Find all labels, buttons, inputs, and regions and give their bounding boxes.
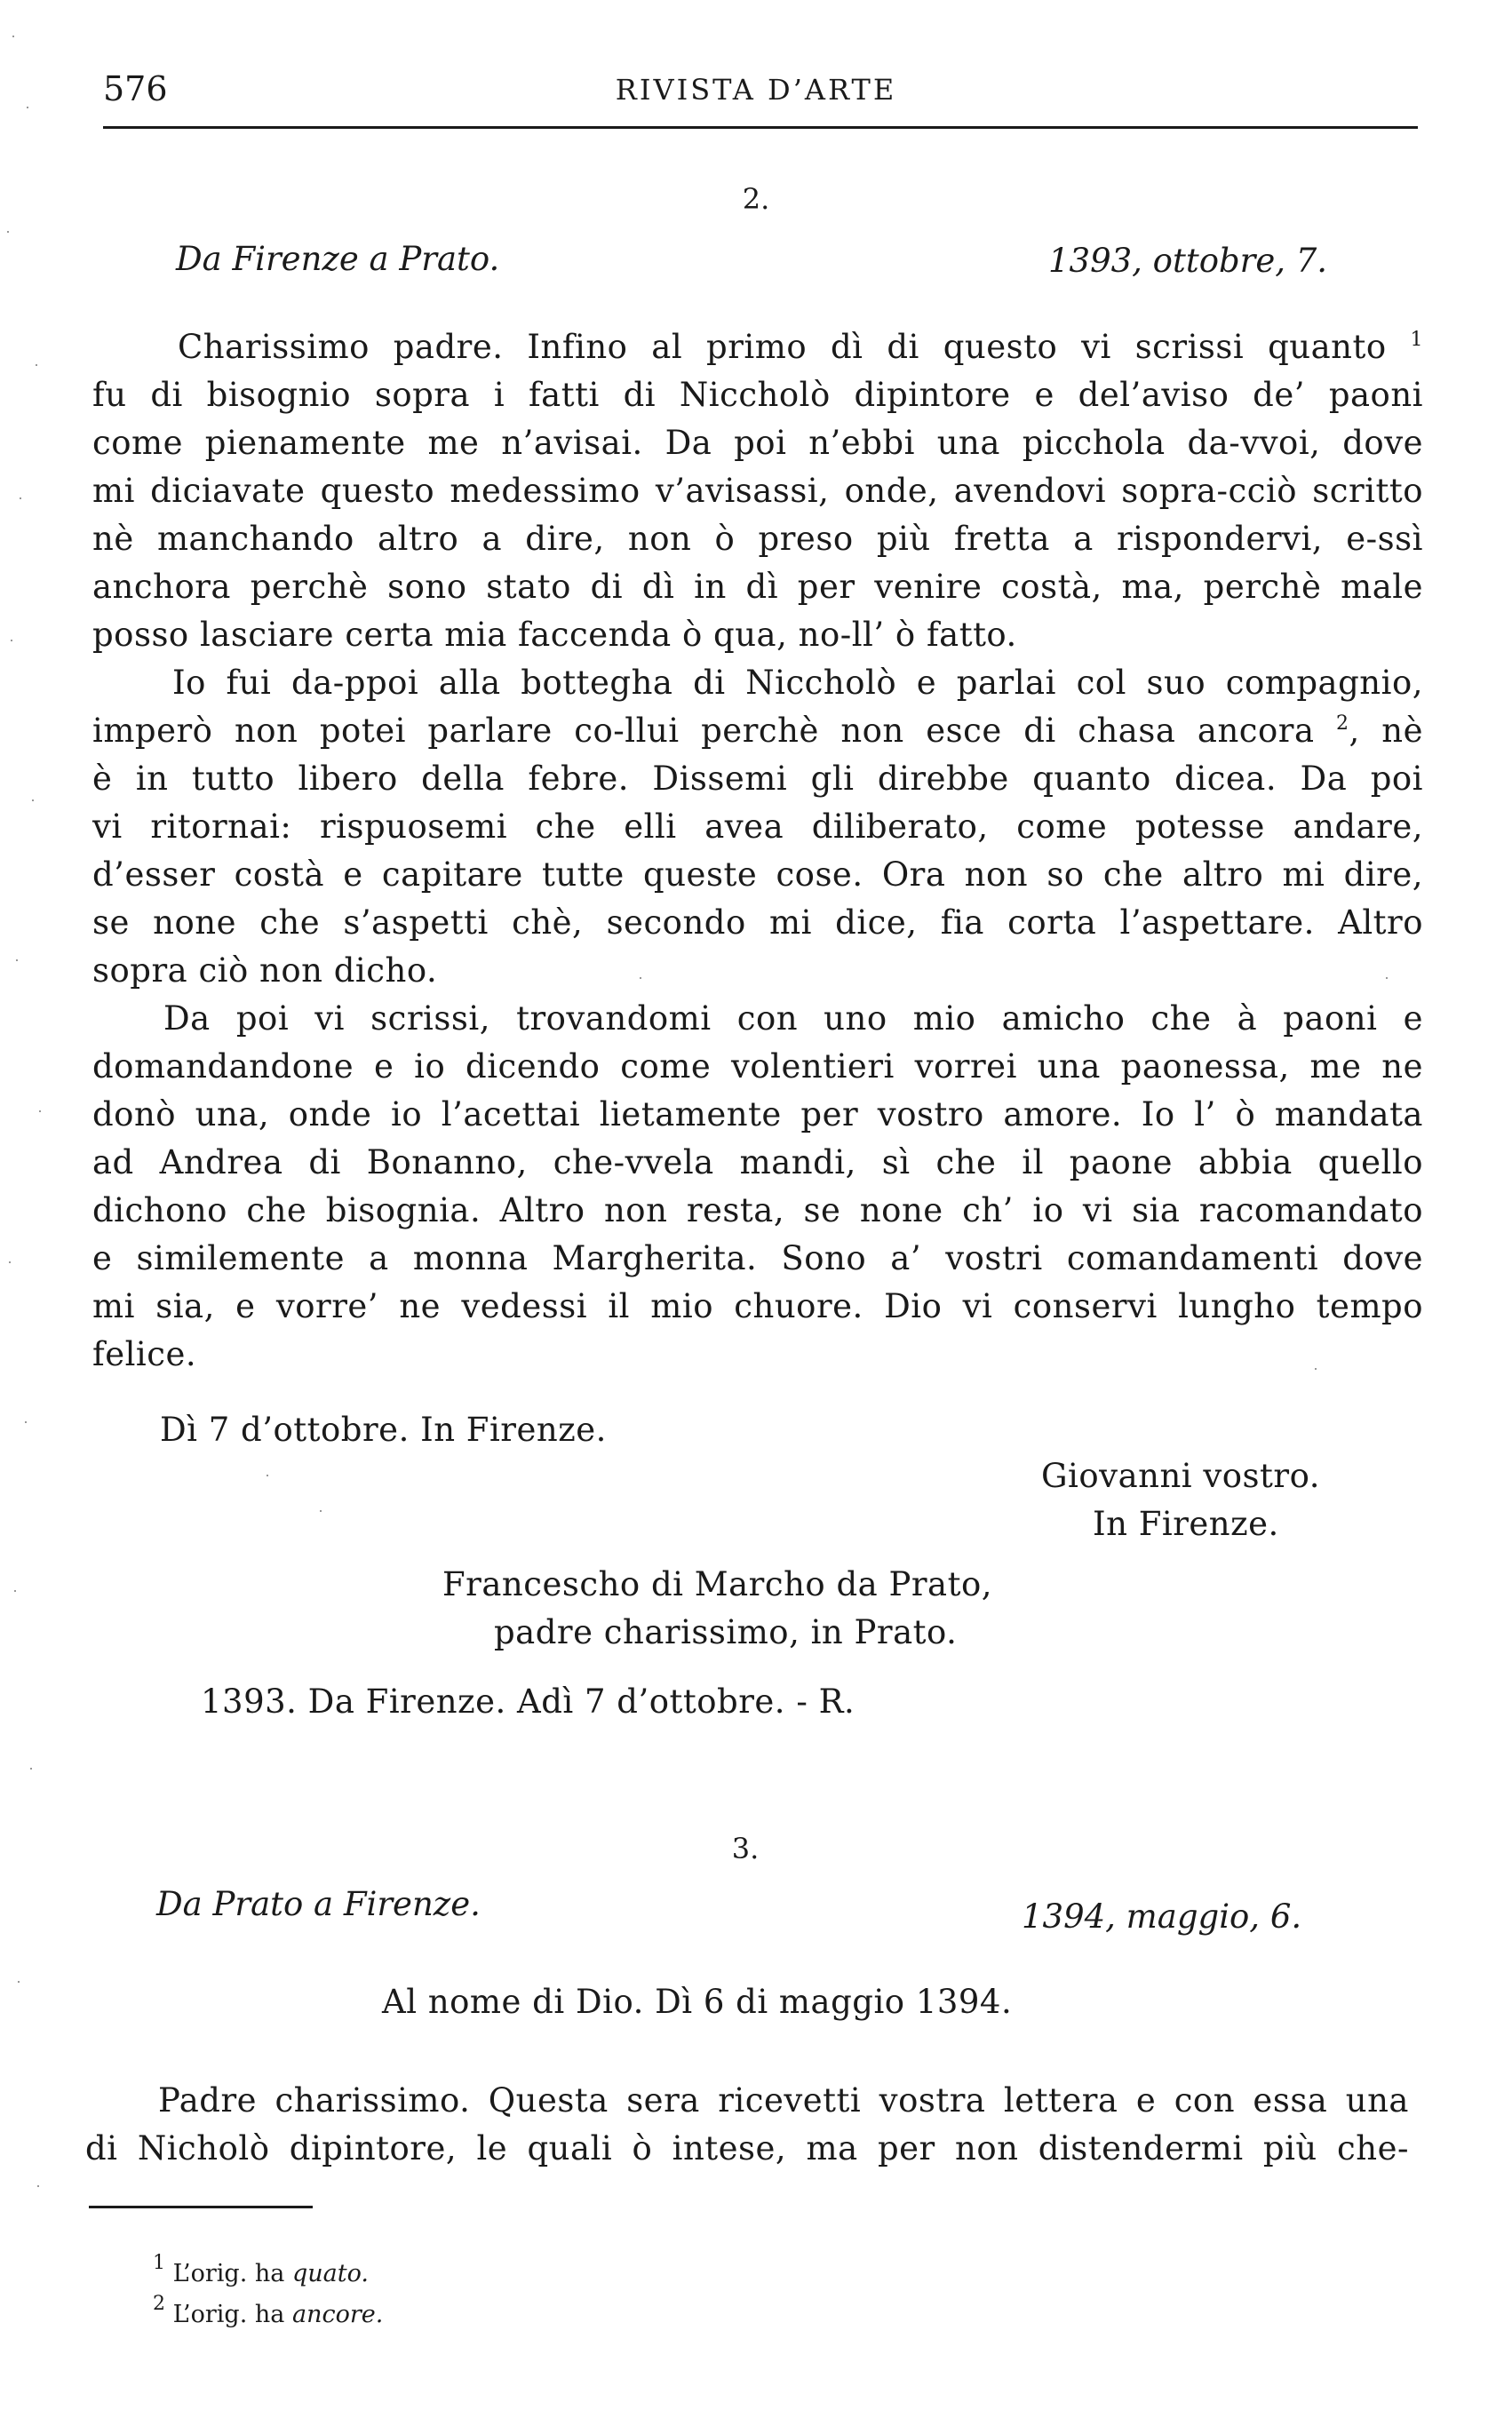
letter-3-number: 3. — [731, 1832, 760, 1865]
body-line: sopra ciò non dicho. — [92, 951, 438, 990]
body-line: come pienamente me n’avisai. Da poi n’ebbi una picchola da-vvoi, dove — [92, 424, 1423, 462]
body-line: Charissimo padre. Infino al primo dì di questo vi scrissi quanto $^1$ — [178, 328, 1423, 366]
body-line: nè manchando altro a dire, non ò preso più fretta a rispondervi, e-ssì — [92, 520, 1423, 558]
body-line: fu di bisognio sopra i fatti di Niccholò dipintore e del’aviso de’ paoni — [92, 376, 1423, 414]
body-line: mi sia, e vorre’ ne vedessi il mio chuore. Dio vi conservi lungho tempo — [92, 1287, 1423, 1325]
letter-3-invocation: Al nome di Dio. Dì 6 di maggio 1394. — [382, 1983, 1013, 2021]
body-line: Padre charissimo. Questa sera ricevetti vostra lettera e con essa una — [158, 2081, 1409, 2120]
letter-3-date: 1394, maggio, 6. — [1022, 1897, 1302, 1936]
body-line: di Nicholò dipintore, le quali ò intese, ma per non distendermi più che- — [85, 2129, 1409, 2167]
letter-2-date: 1393, ottobre, 7. — [1048, 242, 1328, 280]
letter-2-signature-place: In Firenze. — [1093, 1505, 1279, 1543]
body-line: è in tutto libero della febre. Dissemi gli direbbe quanto dicea. Da poi — [92, 760, 1423, 798]
footnote-marker: 2 — [153, 2293, 165, 2315]
running-title: RIVISTA D’ARTE — [615, 73, 897, 107]
letter-3-route: Da Prato a Firenze. — [156, 1885, 481, 1923]
body-line: dichono che bisognia. Altro non resta, se none ch’ io vi sia racomandato — [92, 1191, 1423, 1229]
footnote-rule — [89, 2206, 313, 2208]
body-line: domandandone e io dicendo come volentieri vorrei una paonessa, me ne — [92, 1047, 1423, 1086]
body-line: d’esser costà e capitare tutte queste cose. Ora non so che altro mi dire, — [92, 855, 1423, 894]
body-line: anchora perchè sono stato di dì in dì per venire costà, ma, perchè male — [92, 568, 1423, 606]
body-line: se none che s’aspetti chè, secondo mi dice, fia corta l’aspettare. Altro — [92, 903, 1423, 942]
letter-2-endorsement: 1393. Da Firenze. Adì 7 d’ottobre. - R. — [201, 1682, 855, 1721]
footnote-ref: 1 — [1410, 329, 1423, 351]
letter-3-body — [85, 2077, 1409, 2173]
body-line: Da poi vi scrissi, trovandomi con uno mio amicho che à paoni e — [163, 999, 1423, 1038]
body-line: vi ritornai: rispuosemi che elli avea diliberato, come potesse andare, — [92, 807, 1423, 846]
body-line: donò una, onde io l’acettai lietamente per vostro amore. Io l’ ò mandata — [92, 1095, 1423, 1133]
footnote-marker: 1 — [153, 2252, 165, 2274]
footnote-italic: ancore. — [291, 2301, 384, 2328]
body-line: posso lasciare certa mia faccenda ò qua, no-ll’ ò fatto. — [92, 616, 1017, 654]
header-rule — [103, 126, 1418, 129]
body-line: mi diciavate questo medessimo v’avisassi, onde, avendovi sopra-cciò scritto — [92, 472, 1423, 510]
letter-2-body — [92, 323, 1423, 1379]
body-line: ad Andrea di Bonanno, che-vvela mandi, sì che il paone abbia quello — [92, 1143, 1423, 1181]
body-line: imperò non potei parlare co-llui perchè non esce di chasa ancora $^2$, nè — [92, 712, 1424, 750]
body-line: e similemente a monna Margherita. Sono a’ vostri comandamenti dove — [92, 1239, 1423, 1277]
letter-2-number: 2. — [742, 182, 770, 216]
footnote-2: $^2$ L’orig. ha ancore. — [153, 2293, 384, 2328]
letter-2-address-line2: padre charissimo, in Prato. — [494, 1613, 958, 1651]
body-line: felice. — [92, 1335, 197, 1373]
page-number: 576 — [103, 69, 168, 108]
letter-2-address-line1: Francescho di Marcho da Prato, — [442, 1565, 992, 1603]
footnote-1: $^1$ L’orig. ha quato. — [153, 2252, 369, 2287]
footnote-ref: 2 — [1336, 712, 1349, 735]
letter-2-route: Da Firenze a Prato. — [176, 240, 500, 278]
letter-2-signature: Giovanni vostro. — [1041, 1457, 1320, 1495]
letter-2-closing-date: Dì 7 d’ottobre. In Firenze. — [160, 1411, 607, 1449]
body-line: Io fui da-ppoi alla bottegha di Niccholò e parlai col suo compagnio, — [172, 664, 1423, 702]
footnote-italic: quato. — [291, 2260, 369, 2287]
